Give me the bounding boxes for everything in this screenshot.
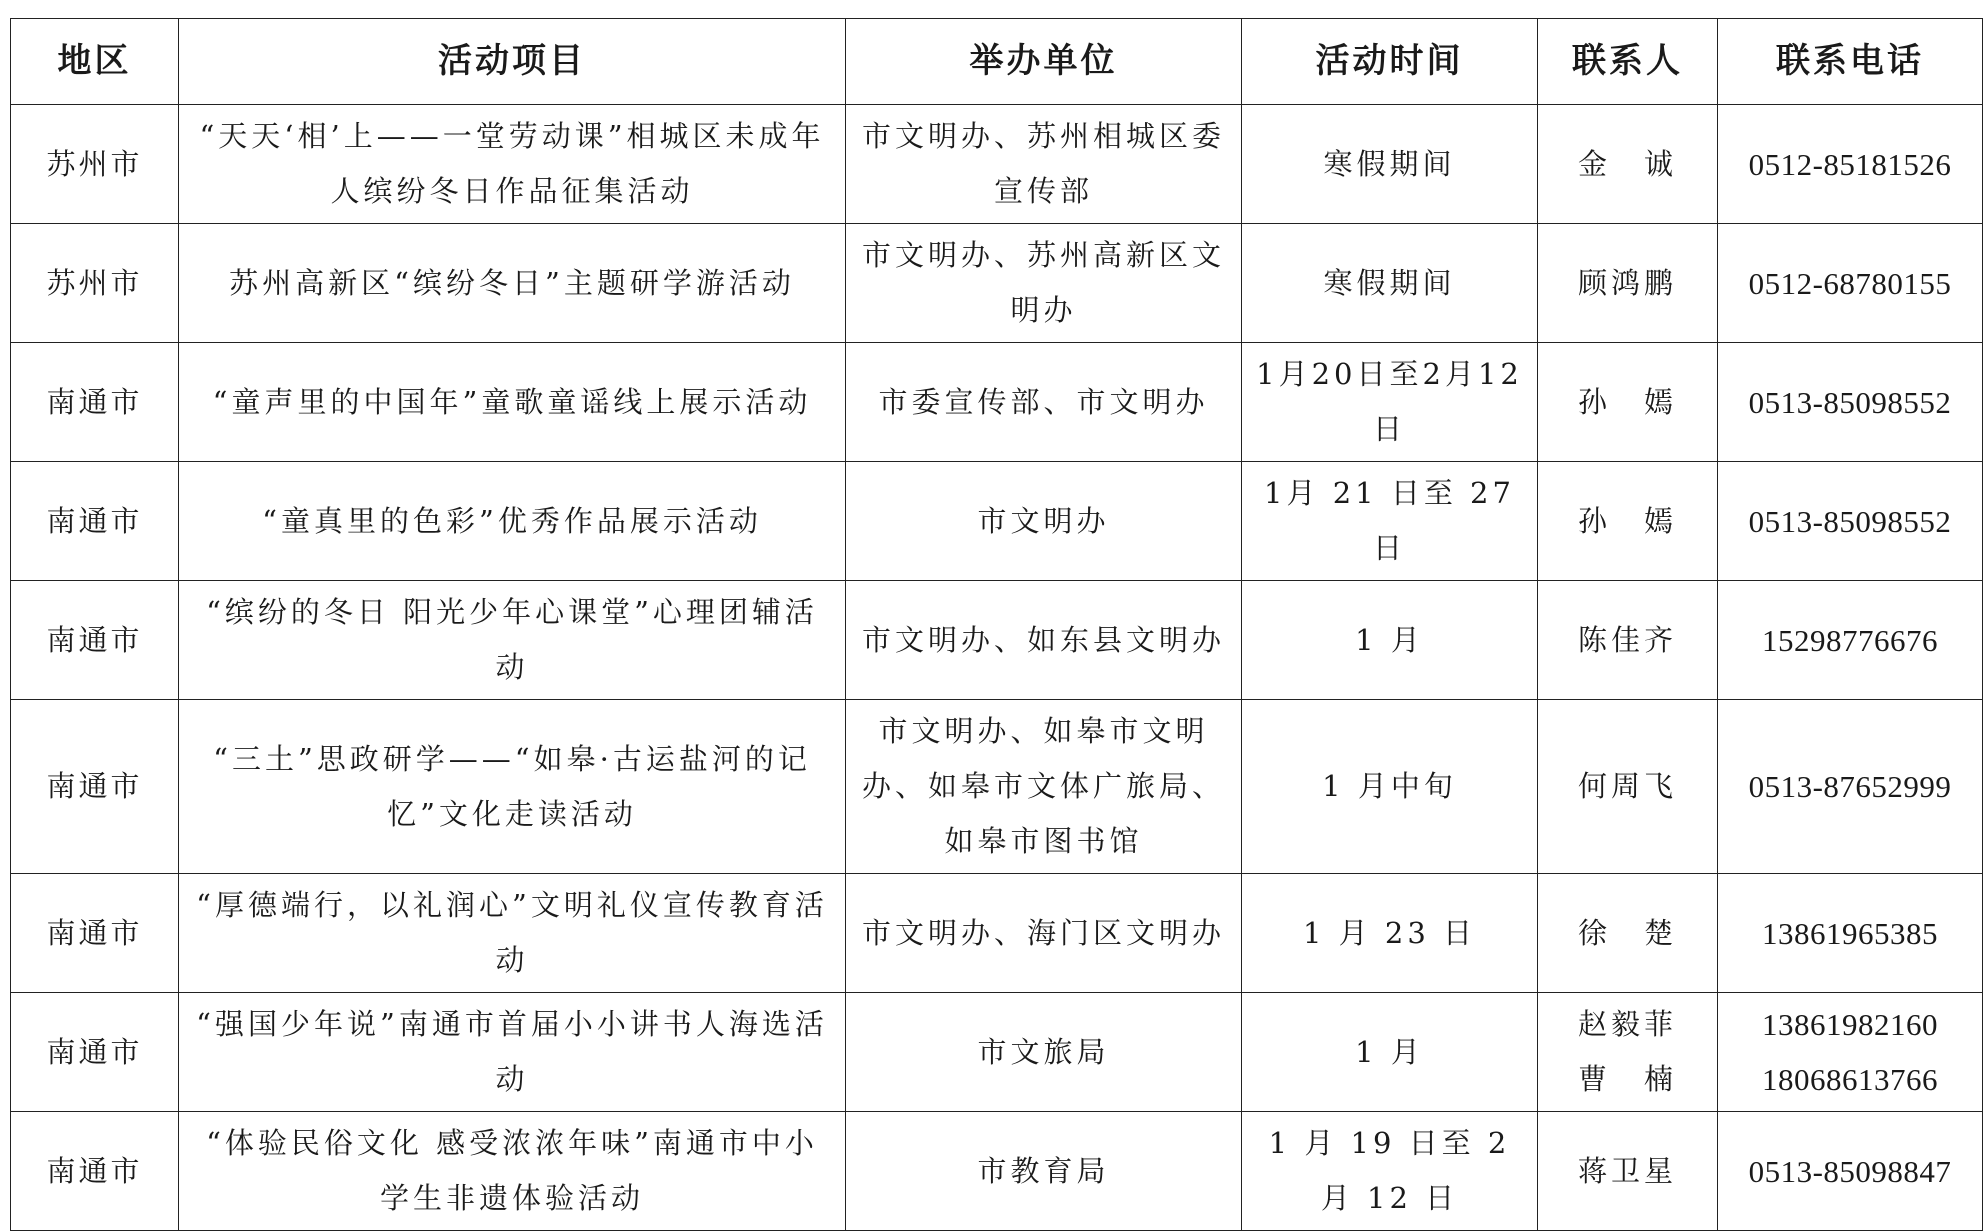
table-row <box>11 224 1983 343</box>
phone-number: 0513-87652999 <box>1748 769 1952 804</box>
cell-phone <box>1718 224 1983 343</box>
table-row <box>11 343 1983 462</box>
activity-table-container <box>10 18 1982 1231</box>
cell-contact <box>1538 874 1718 993</box>
cell-contact <box>1538 1112 1718 1231</box>
cell-time: 1月20日至2月12日 <box>1242 343 1538 462</box>
cell-project: 苏州高新区“缤纷冬日”主题研学游活动 <box>179 224 846 343</box>
cell-contact <box>1538 581 1718 700</box>
header-organizer: 举办单位 <box>846 19 1242 105</box>
contact-name: 曹 楠 <box>1577 1062 1677 1096</box>
cell-region: 南通市 <box>11 462 179 581</box>
cell-time: 寒假期间 <box>1242 105 1538 224</box>
cell-project: “童真里的色彩”优秀作品展示活动 <box>179 462 846 581</box>
cell-organizer: 市文明办、海门区文明办 <box>846 874 1242 993</box>
contact-name: 金 诚 <box>1577 146 1677 181</box>
cell-organizer: 市文旅局 <box>846 993 1242 1112</box>
contact-name: 陈佳齐 <box>1577 622 1677 657</box>
cell-time: 1月 21 日至 27 日 <box>1242 462 1538 581</box>
phone-number: 0512-68780155 <box>1748 265 1952 301</box>
cell-project: “强国少年说”南通市首届小小讲书人海选活动 <box>179 993 846 1112</box>
table-row <box>11 1112 1983 1231</box>
cell-project: “三土”思政研学——“如皋·古运盐河的记忆”文化走读活动 <box>179 700 846 874</box>
cell-project: “童声里的中国年”童歌童谣线上展示活动 <box>179 343 846 462</box>
cell-contact <box>1538 105 1718 224</box>
activity-table <box>10 18 1983 1231</box>
cell-organizer: 市教育局 <box>846 1112 1242 1231</box>
cell-region: 南通市 <box>11 993 179 1112</box>
cell-phone <box>1718 462 1983 581</box>
cell-organizer: 市文明办、如皋市文明办、如皋市文体广旅局、如皋市图书馆 <box>846 700 1242 874</box>
cell-phone <box>1718 343 1983 462</box>
cell-contact <box>1538 993 1718 1112</box>
table-row <box>11 105 1983 224</box>
phone-number: 13861982160 <box>1762 1007 1938 1042</box>
cell-project: “缤纷的冬日 阳光少年心课堂”心理团辅活动 <box>179 581 846 700</box>
cell-contact <box>1538 700 1718 874</box>
table-row <box>11 462 1983 581</box>
contact-name: 孙 嫣 <box>1577 384 1677 419</box>
cell-time: 寒假期间 <box>1242 224 1538 343</box>
cell-project: “厚德端行，以礼润心”文明礼仪宣传教育活动 <box>179 874 846 993</box>
cell-region: 苏州市 <box>11 105 179 224</box>
cell-time: 1 月中旬 <box>1242 700 1538 874</box>
cell-region: 苏州市 <box>11 224 179 343</box>
table-row <box>11 581 1983 700</box>
header-phone: 联系电话 <box>1718 19 1983 105</box>
cell-organizer: 市文明办、苏州相城区委宣传部 <box>846 105 1242 224</box>
phone-number: 0513-85098847 <box>1748 1153 1952 1189</box>
cell-organizer: 市委宣传部、市文明办 <box>846 343 1242 462</box>
table-row <box>11 700 1983 874</box>
cell-contact <box>1538 343 1718 462</box>
cell-time: 1 月 <box>1242 581 1538 700</box>
contact-name: 何周飞 <box>1577 769 1677 803</box>
table-header-row <box>11 19 1983 105</box>
header-region: 地区 <box>11 19 179 105</box>
table-row <box>11 874 1983 993</box>
cell-time: 1 月 <box>1242 993 1538 1112</box>
contact-name: 徐 楚 <box>1577 915 1677 950</box>
phone-number: 13861965385 <box>1762 915 1938 951</box>
cell-region: 南通市 <box>11 343 179 462</box>
contact-name: 孙 嫣 <box>1577 503 1677 538</box>
cell-phone <box>1718 993 1983 1112</box>
cell-contact <box>1538 224 1718 343</box>
header-time: 活动时间 <box>1242 19 1538 105</box>
phone-number: 18068613766 <box>1762 1062 1938 1097</box>
cell-phone <box>1718 700 1983 874</box>
cell-phone <box>1718 1112 1983 1231</box>
contact-name: 顾鸿鹏 <box>1577 265 1677 300</box>
contact-name: 蒋卫星 <box>1577 1153 1677 1188</box>
phone-number: 0513-85098552 <box>1748 384 1952 420</box>
cell-organizer: 市文明办、如东县文明办 <box>846 581 1242 700</box>
cell-time: 1 月 23 日 <box>1242 874 1538 993</box>
cell-time: 1 月 19 日至 2 月 12 日 <box>1242 1112 1538 1231</box>
cell-project: “体验民俗文化 感受浓浓年味”南通市中小学生非遗体验活动 <box>179 1112 846 1231</box>
header-contact: 联系人 <box>1538 19 1718 105</box>
cell-phone <box>1718 874 1983 993</box>
cell-phone <box>1718 105 1983 224</box>
cell-organizer: 市文明办、苏州高新区文明办 <box>846 224 1242 343</box>
cell-organizer: 市文明办 <box>846 462 1242 581</box>
cell-region: 南通市 <box>11 581 179 700</box>
phone-number: 0512-85181526 <box>1748 146 1952 182</box>
table-row <box>11 993 1983 1112</box>
header-project: 活动项目 <box>179 19 846 105</box>
cell-region: 南通市 <box>11 1112 179 1231</box>
cell-project: “天天‘相’上——一堂劳动课”相城区未成年人缤纷冬日作品征集活动 <box>179 105 846 224</box>
cell-contact <box>1538 462 1718 581</box>
cell-region: 南通市 <box>11 874 179 993</box>
contact-name: 赵毅菲 <box>1577 1007 1677 1041</box>
phone-number: 15298776676 <box>1762 622 1938 658</box>
cell-region: 南通市 <box>11 700 179 874</box>
phone-number: 0513-85098552 <box>1748 503 1952 539</box>
cell-phone <box>1718 581 1983 700</box>
